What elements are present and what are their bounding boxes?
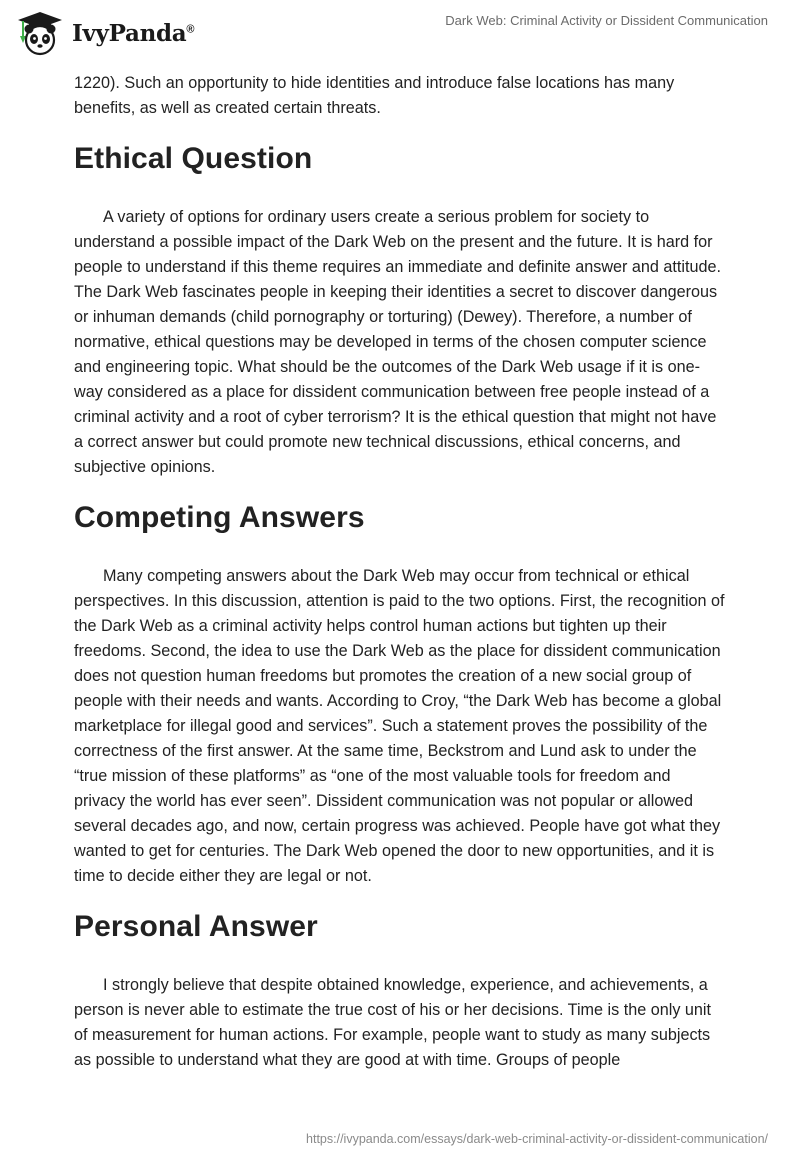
heading-personal-answer: Personal Answer: [74, 910, 318, 943]
heading-competing-answers: Competing Answers: [74, 501, 365, 534]
heading-ethical-question: Ethical Question: [74, 142, 313, 175]
document-title: Dark Web: Criminal Activity or Dissident Communication: [445, 13, 768, 28]
page-header: [0, 0, 800, 66]
essay-content: [74, 71, 726, 1073]
panda-graduate-icon: [14, 10, 66, 56]
paragraph-ethical-question: A variety of options for ordinary users create a serious problem for society to understand a possible impact of the Dark Web on the present and the future. It is hard for people to understand if this theme requires an immediate and definite answer and attitude. The Dark Web fascinates people in keeping their identities a secret to discover dangerous or inhuman demands (child pornography or torturing) (Dewey). Therefore, a number of normative, ethical questions may be developed in terms of the chosen computer science and engineering topic. What should be the outcomes of the Dark Web usage if it is one-way considered as a place for dissident communication between free people instead of a criminal activity and a root of cyber terrorism? It is the ethical question that might not have a correct answer but could promote new technical discussions, ethical concerns, and subjective opinions.: [74, 208, 722, 476]
paragraph-competing-answers: Many competing answers about the Dark Web may occur from technical or ethical perspectives. In this discussion, attention is paid to the two options. First, the recognition of the Dark Web as a criminal activity helps control human actions but tighten up their freedoms. Second, the idea to use the Dark Web as the place for dissident communication does not question human freedoms but promotes the creation of a new social group of people with their needs and wants. According to Croy, “the Dark Web has become a global marketplace for illegal good and services”. Such a statement proves the possibility of the correctness of the first answer. At the same time, Beckstrom and Lund ask to under the “true mission of these platforms” as “one of the most valuable tools for freedom and privacy the world has ever seen”. Dissident communication was not popular or allowed several decades ago, and now, certain progress was achieved. People have got what they wanted to get for centuries. The Dark Web opened the door to new opportunities, and it is time to decide either they are legal or not.: [74, 567, 725, 885]
paragraph-personal-answer: I strongly believe that despite obtained knowledge, experience, and achievements, a person is never able to estimate the true cost of his or her decisions. Time is the only unit of measurement for human actions. For example, people want to study as many subjects as possible to understand what they are good at with time. Groups of people: [74, 976, 712, 1069]
brand-logo[interactable]: [14, 10, 194, 56]
intro-paragraph: 1220). Such an opportunity to hide identities and introduce false locations has many benefits, as well as created certain threats.: [74, 74, 675, 117]
source-url[interactable]: https://ivypanda.com/essays/dark-web-criminal-activity-or-dissident-communication/: [306, 1132, 768, 1146]
brand-name: IvyPanda®: [72, 19, 195, 47]
